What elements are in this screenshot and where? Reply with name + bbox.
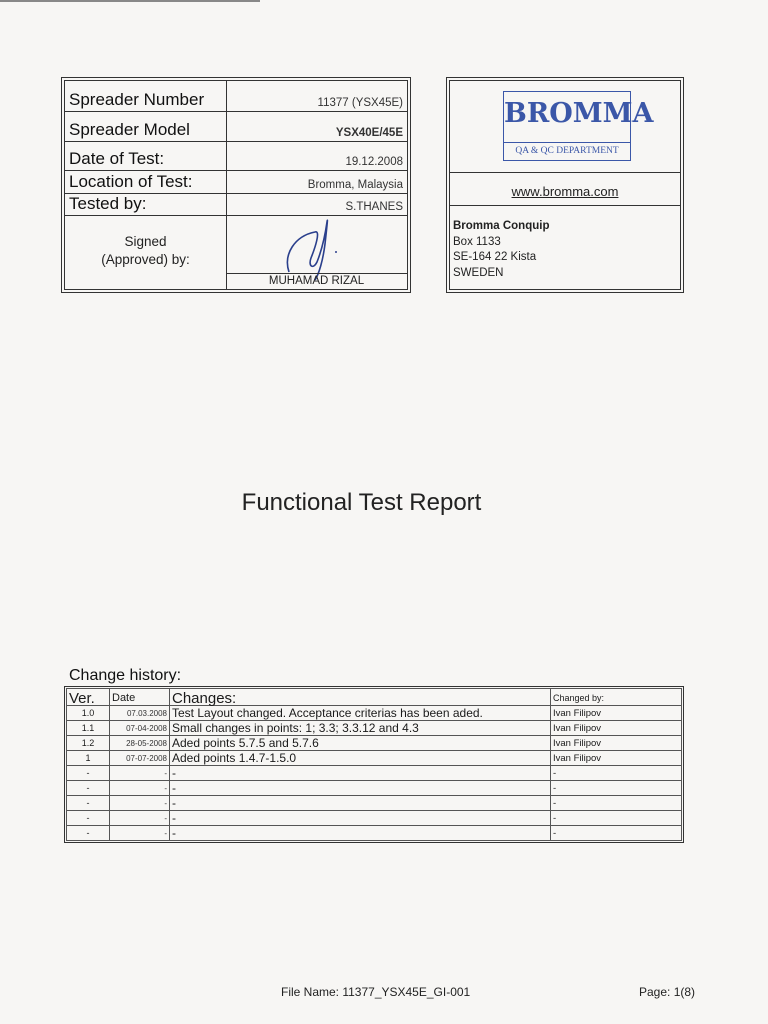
table-row: [67, 811, 682, 826]
row-spreader-model: [65, 111, 407, 142]
spreader-number-value: 11377 (YSX45E): [317, 97, 403, 109]
cell-date: 07-04-2008: [110, 721, 170, 736]
table-row: [67, 751, 682, 766]
cell-changed-by: Ivan Filipov: [551, 706, 682, 721]
table-row: [67, 781, 682, 796]
test-info-table: [64, 80, 408, 290]
signer-name: MUHAMAD RIZAL: [226, 273, 407, 287]
address-country: SWEDEN: [453, 266, 504, 279]
cell-date: 07.03.2008: [110, 706, 170, 721]
cell-date: -: [110, 766, 170, 781]
header-date: Date: [110, 689, 170, 706]
cell-changes: -: [170, 811, 551, 826]
spreader-model-value: YSX40E/45E: [335, 127, 403, 139]
signed-approved-label: [65, 233, 226, 269]
cell-changes: Aded points 5.7.5 and 5.7.6: [170, 736, 551, 751]
cell-date: -: [110, 811, 170, 826]
cell-changes: -: [170, 766, 551, 781]
cell-changes: Test Layout changed. Acceptance criterias has been aded.: [170, 706, 551, 721]
cell-ver: 1.2: [67, 736, 110, 751]
cell-ver: -: [67, 796, 110, 811]
cell-ver: 1: [67, 751, 110, 766]
tested-by-value: S.THANES: [345, 201, 403, 213]
website-link[interactable]: www.bromma.com: [511, 184, 619, 199]
cell-changed-by: -: [551, 826, 682, 841]
table-row: [67, 706, 682, 721]
footer-page-number: Page: 1(8): [639, 985, 696, 999]
cell-date: -: [110, 796, 170, 811]
date-of-test-label: Date of Test:: [69, 149, 165, 168]
change-history-body: [67, 706, 682, 841]
row-tested-by: [65, 193, 407, 216]
table-row: [67, 766, 682, 781]
cell-date: -: [110, 826, 170, 841]
table-row: [67, 736, 682, 751]
cell-ver: -: [67, 781, 110, 796]
cell-changes: Small changes in points: 1; 3.3; 3.3.12 and 4.3: [170, 721, 551, 736]
row-date-of-test: [65, 141, 407, 171]
signed-label-line1: Signed: [124, 234, 167, 249]
table-row: [67, 826, 682, 841]
change-history-heading: Change history:: [69, 667, 182, 684]
cell-ver: -: [67, 811, 110, 826]
cell-changed-by: -: [551, 766, 682, 781]
spreader-number-label: Spreader Number: [69, 90, 205, 109]
scan-top-line: [0, 0, 260, 2]
cell-changed-by: -: [551, 781, 682, 796]
header-changes: Changes:: [170, 689, 551, 706]
cell-date: 07-07-2008: [110, 751, 170, 766]
cell-changed-by: Ivan Filipov: [551, 736, 682, 751]
row-location-of-test: [65, 170, 407, 194]
spreader-model-label: Spreader Model: [69, 120, 190, 139]
cell-changed-by: -: [551, 796, 682, 811]
company-box: [449, 80, 681, 290]
cell-changed-by: Ivan Filipov: [551, 751, 682, 766]
header-ver: Ver.: [67, 689, 110, 706]
cell-changes: -: [170, 826, 551, 841]
cell-changes: Aded points 1.4.7-1.5.0: [170, 751, 551, 766]
location-of-test-label: Location of Test:: [69, 172, 193, 191]
cell-changes: -: [170, 796, 551, 811]
bromma-logo-stamp: [503, 91, 654, 161]
cell-date: 28-05-2008: [110, 736, 170, 751]
cell-ver: 1.0: [67, 706, 110, 721]
row-spreader-number: [65, 81, 407, 112]
date-of-test-value: 19.12.2008: [345, 156, 403, 168]
table-header-row: [67, 689, 682, 706]
signed-label-line2: (Approved) by:: [101, 252, 190, 267]
company-divider: [450, 172, 680, 173]
table-row: [67, 721, 682, 736]
address-line-1: Box 1133: [453, 235, 501, 248]
cell-changed-by: -: [551, 811, 682, 826]
department-label: QA & QC DEPARTMENT: [504, 142, 630, 160]
bromma-logo: BROMMA: [504, 98, 654, 129]
location-of-test-value: Bromma, Malaysia: [307, 179, 403, 191]
change-history-table: [66, 688, 682, 841]
cell-ver: -: [67, 766, 110, 781]
address-line-2: SE-164 22 Kista: [453, 251, 537, 263]
document-title: Functional Test Report: [241, 489, 482, 516]
cell-changed-by: Ivan Filipov: [551, 721, 682, 736]
address-divider: [450, 205, 680, 206]
cell-changes: -: [170, 781, 551, 796]
cell-ver: -: [67, 826, 110, 841]
company-address: [453, 219, 549, 281]
table-row: [67, 796, 682, 811]
tested-by-label: Tested by:: [69, 194, 147, 213]
cell-date: -: [110, 781, 170, 796]
cell-ver: 1.1: [67, 721, 110, 736]
header-changed-by: Changed by:: [551, 689, 682, 706]
company-name: Bromma Conquip: [453, 220, 550, 232]
footer-file-name: File Name: 11377_YSX45E_GI-001: [281, 985, 471, 999]
